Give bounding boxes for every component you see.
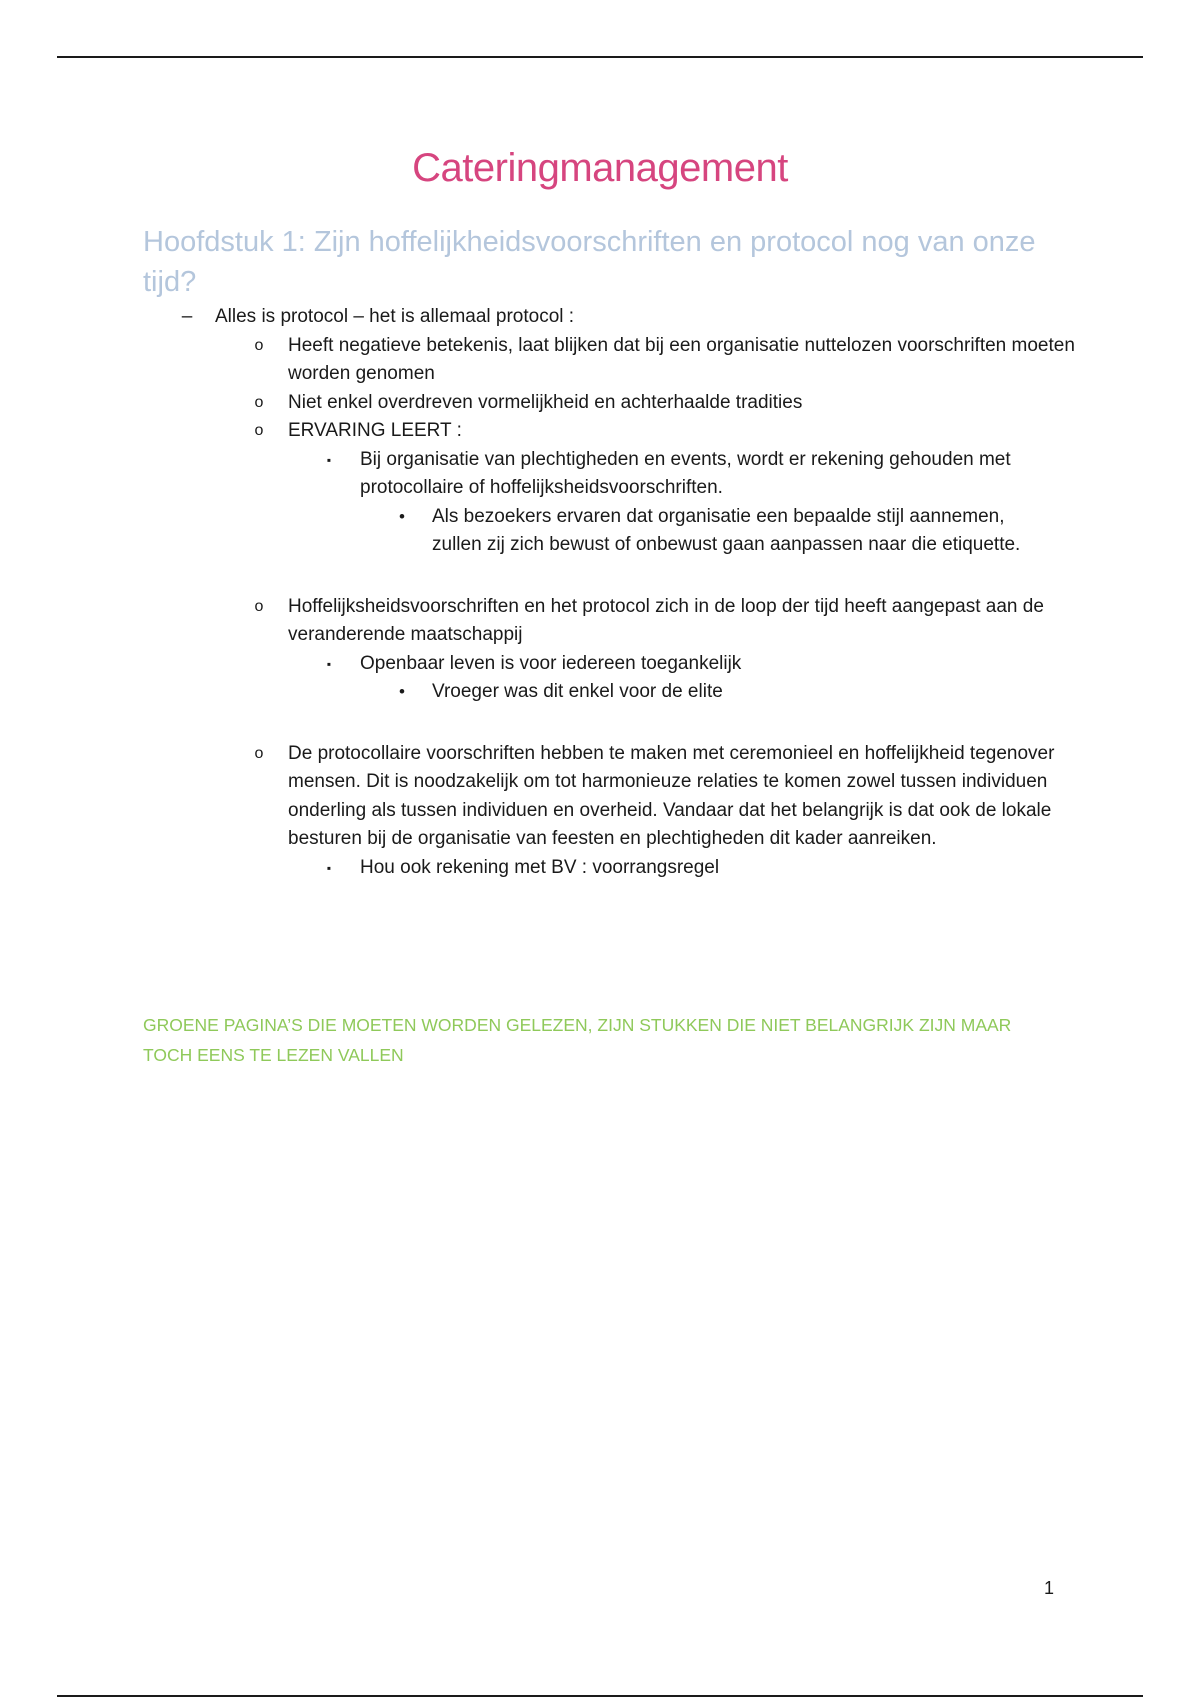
- dash-bullet: –: [181, 306, 193, 327]
- list-item-text: Hou ook rekening met BV : voorrangsregel: [360, 856, 720, 878]
- circle-bullet: o: [254, 597, 264, 615]
- circle-bullet: o: [254, 744, 264, 762]
- list-item-text: Niet enkel overdreven vormelijkheid en achterhaalde tradities: [288, 391, 803, 413]
- list-item-text: Alles is protocol – het is allemaal protocol :: [215, 306, 575, 327]
- list-item: [0, 650, 1200, 679]
- list-item: [0, 332, 1200, 389]
- list-item: [0, 593, 1200, 650]
- list-item-text: Bij organisatie van plechtigheden en events, wordt er rekening gehouden met protocollaire of hoffelijksheidsvoorschriften.: [360, 448, 1011, 498]
- list-item: [0, 389, 1200, 418]
- footer-rule: [57, 1695, 1143, 1697]
- page-number: 1: [1044, 1578, 1055, 1598]
- list-item-text: Hoffelijksheidsvoorschriften en het protocol zich in de loop der tijd heeft aangepast aan de veranderende maatschappij: [288, 595, 1044, 645]
- list-item-text: Openbaar leven is voor iedereen toegankelijk: [360, 652, 742, 674]
- chapter-heading: Hoofdstuk 1: Zijn hoffelijkheidsvoorschriften en protocol nog van onze tijd?: [143, 226, 1036, 298]
- square-bullet: ▪: [326, 452, 332, 467]
- list-item: [0, 503, 1200, 560]
- list-item: [0, 303, 1200, 332]
- list-item-text: Vroeger was dit enkel voor de elite: [432, 681, 723, 702]
- circle-bullet: o: [254, 393, 264, 411]
- list-item: [0, 740, 1200, 854]
- green-note: GROENE PAGINA’S DIE MOETEN WORDEN GELEZEN, ZIJN STUKKEN DIE NIET BELANGRIJK ZIJN MAAR TOCH EENS TE LEZEN VALLEN: [143, 1015, 1012, 1065]
- square-bullet: ▪: [326, 860, 332, 875]
- paragraph-spacer: [0, 707, 1200, 740]
- outline-list: [0, 303, 1200, 882]
- list-item: [0, 446, 1200, 503]
- list-item-text: ERVARING LEERT :: [288, 420, 462, 441]
- circle-bullet: o: [254, 336, 264, 354]
- square-bullet: ▪: [326, 656, 332, 671]
- paragraph-spacer: [0, 560, 1200, 593]
- list-item-text: De protocollaire voorschriften hebben te maken met ceremonieel en hoffelijkheid tegenover mensen. Dit is noodzakelijk om tot harmonieuze relaties te komen zowel tussen individuen onderling als tussen individuen en overheid. Vandaar dat het belangrijk is dat ook de lokale besturen bij de organisatie van feesten en plechtigheden dit kader aanreiken.: [288, 742, 1055, 849]
- dot-bullet: •: [399, 682, 405, 701]
- list-item-text: Als bezoekers ervaren dat organisatie een bepaalde stijl aannemen, zullen zij zich bewust of onbewust gaan aanpassen naar die etiquette.: [432, 505, 1021, 555]
- list-item: [0, 417, 1200, 446]
- list-item: [0, 678, 1200, 707]
- header-rule: [57, 56, 1143, 58]
- list-item: [0, 854, 1200, 883]
- list-item-text: Heeft negatieve betekenis, laat blijken dat bij een organisatie nuttelozen voorschriften moeten worden genomen: [288, 334, 1075, 384]
- dot-bullet: •: [399, 506, 405, 526]
- document-title: Cateringmanagement: [412, 146, 788, 190]
- circle-bullet: o: [254, 422, 264, 439]
